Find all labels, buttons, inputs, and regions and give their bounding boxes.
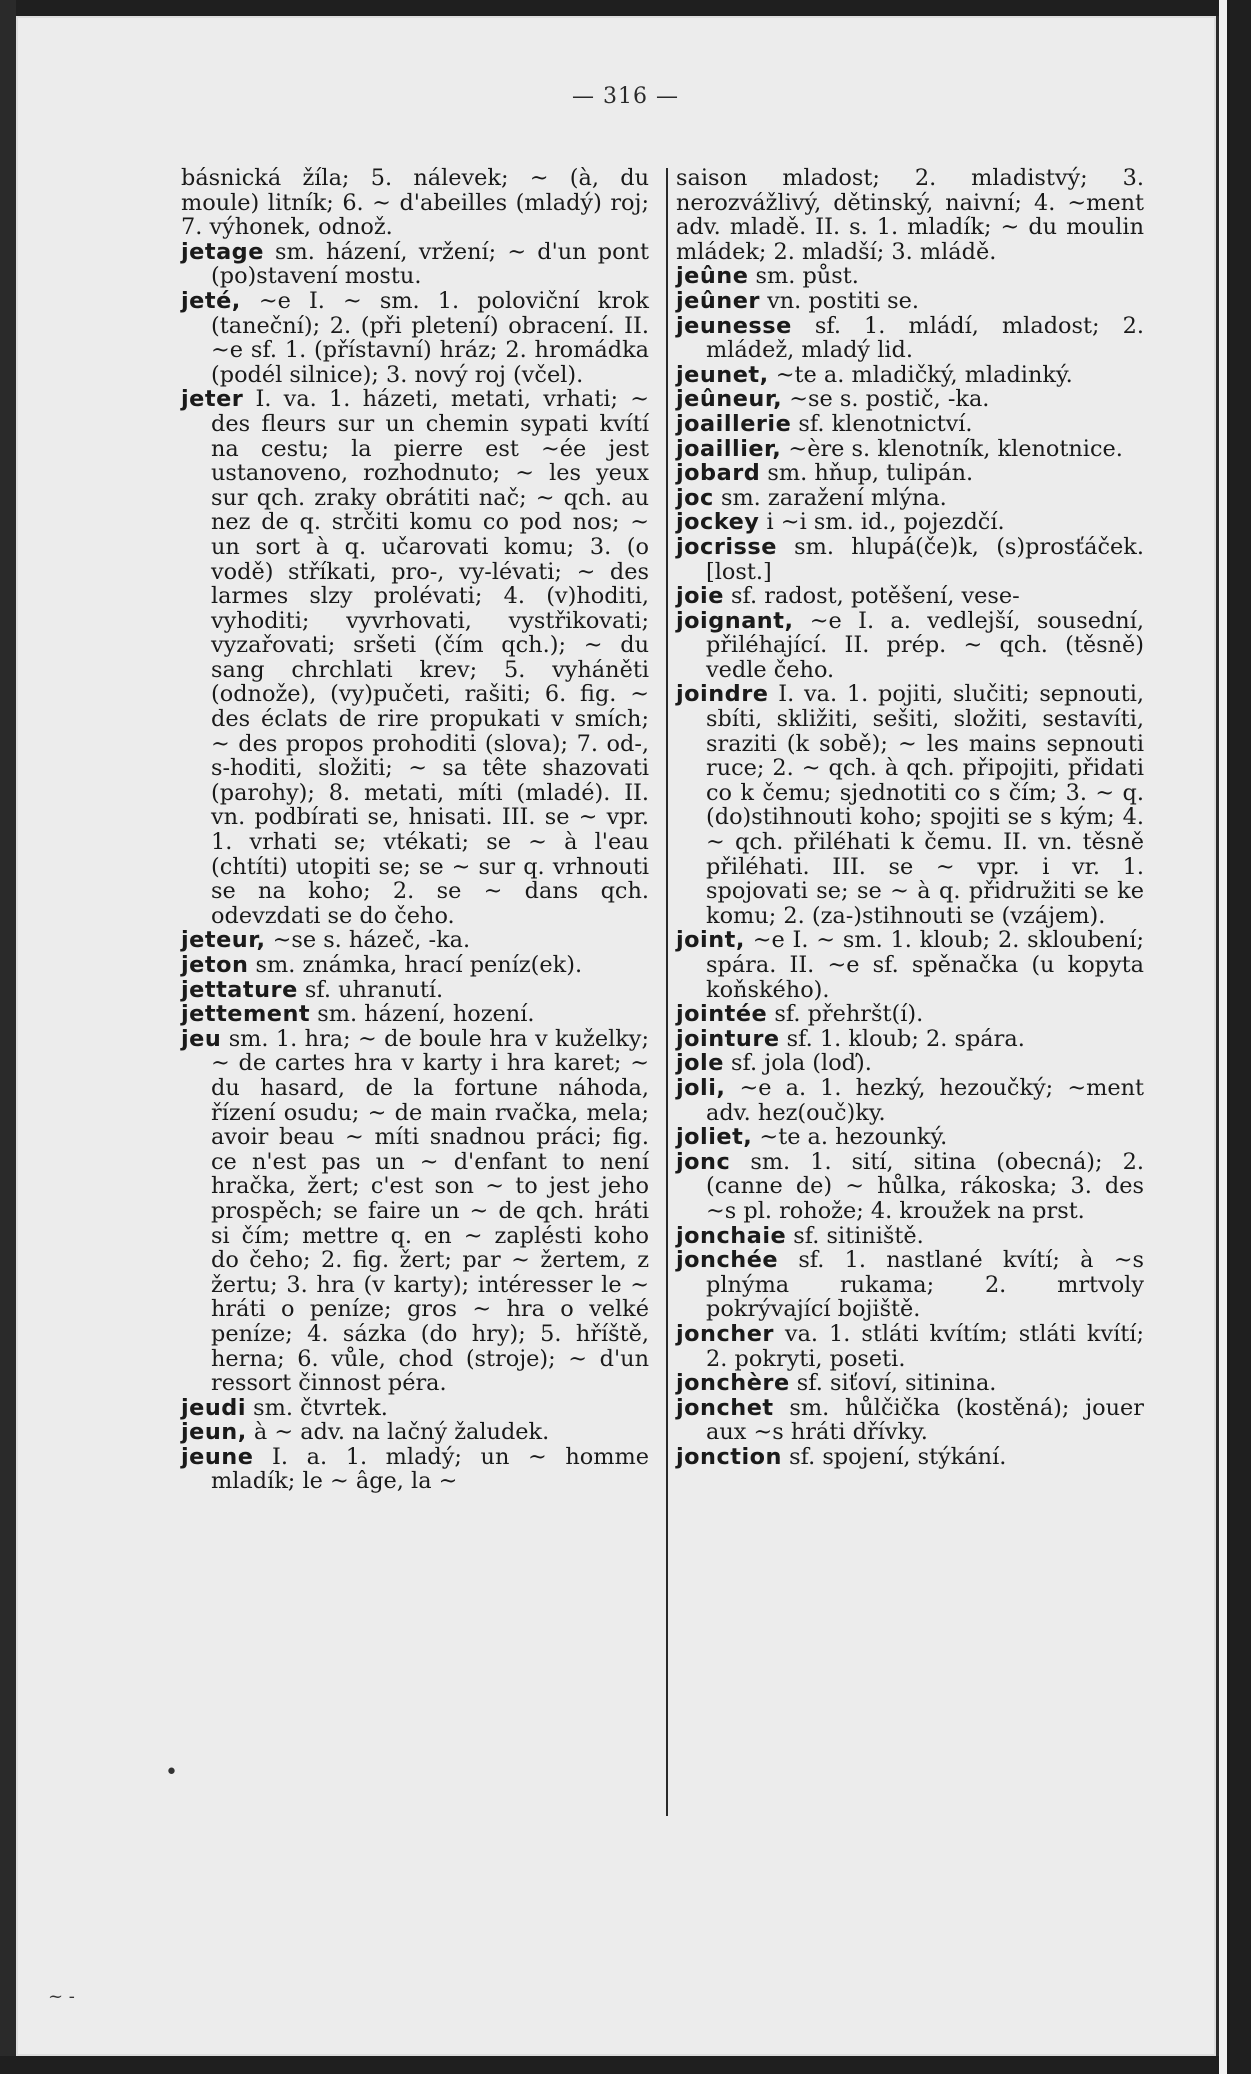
headword: jonc: [676, 1148, 731, 1175]
dictionary-entry: jonc sm. 1. sití, sitina (obecná); 2. (canne de) ~ hůlka, rákoska; 3. des ~s pl. rohože; 4. kroužek na prst.: [676, 1148, 1144, 1224]
dictionary-entry: jeté, ~e I. ~ sm. 1. poloviční krok (taneční); 2. (při pletení) obracení. II. ~e sf. 1. (přístavní) hráz; 2. hromádka (podél silnice); 3. nový roj (včel).: [181, 287, 649, 388]
dictionary-entry: jonchée sf. 1. nastlané kvítí; à ~s plnýma rukama; 2. mrtvoly pokrývající bojiště.: [676, 1247, 1144, 1323]
dictionary-entry: jobard sm. hňup, tulipán.: [676, 460, 974, 487]
headword: jeune: [181, 1443, 254, 1470]
margin-dot: •: [165, 1760, 178, 1785]
headword: jeton: [181, 952, 249, 978]
left-column: [181, 166, 649, 1494]
headword: jointée: [676, 1001, 768, 1028]
headword: jeudi: [181, 1394, 247, 1421]
headword: joaillerie: [676, 410, 792, 437]
dictionary-entry: jeter I. va. 1. házeti, metati, vrhati; ~ des fleurs sur un chemin sypati kvítí na cestu; la pierre est ~ée jest ustanoveno, rozhodnuto; ~ les yeux sur qch. zraky obrátiti nač; ~ qch. au nez de q. strčiti komu co pod nos; ~ un sort à q. učarovati komu; 3. (o vodě) stříkati, pro-, vy-lévati; ~ des larmes slzy prolévati; 4. (v)hoditi, vyhoditi; vyvrhovati, vystřikovati; vyzařovati; sršeti (čím qch.); ~ du sang chrchlati krev; 5. vyháněti (odnože), (vy)pučeti, rašiti; 6. fig. ~ des éclats de rire propukati v smích; ~ des propos prohoditi (slova); 7. od-, s-hoditi, složiti; ~ sa tête shazovati (parohy); 8. metati, míti (mladé). II. vn. podbírati se, hnisati. III. se ~ vpr. 1. vrhati se; vtékati; se ~ à l'eau (chtíti) utopiti se; se ~ sur q. vrhnouti se na koho; 2. se ~ dans qch. odevzdati se do čeho.: [181, 386, 649, 929]
dictionary-entry: jointée sf. přehršt(í).: [676, 1001, 924, 1028]
headword: jetage: [181, 238, 264, 265]
dictionary-entry: jeton sm. známka, hrací peníz(ek).: [181, 952, 583, 978]
headword: jeteur,: [181, 927, 266, 954]
headword: jeu: [181, 1025, 222, 1052]
headword: jonchaie: [676, 1222, 787, 1249]
headword: joc: [676, 484, 714, 511]
dictionary-entry: jonction sf. spojení, stýkání.: [676, 1443, 1007, 1470]
headword: jettature: [181, 976, 298, 1003]
headword: jeûneur,: [676, 386, 783, 413]
dictionary-entry: jonchet sm. hůlčička (kostěná); jouer aux ~s hráti dřívky.: [676, 1394, 1144, 1446]
scan-border-bottom: [0, 2056, 1251, 2074]
dictionary-entry: jeu sm. 1. hra; ~ de boule hra v kuželky; ~ de cartes hra v karty i hra karet; ~ du hasard, de la fortune náhoda, řízení osudu; ~ de main rvačka, mela; avoir beau ~ míti snadnou práci; fig. ce n'est pas un ~ d'enfant to není hračka, žert; c'est son ~ to jest jeho prospěch; se faire un ~ de qch. hráti si čím; mettre q. en ~ zaplésti koho do čeho; 2. fig. žert; par ~ žertem, z žertu; 3. hra (v karty); intéresser le ~ hráti o peníze; gros ~ hra o velké peníze; 4. sázka (do hry); 5. hříště, herna; 6. vůle, chod (stroje); ~ d'un ressort činnost péra.: [181, 1025, 649, 1397]
right-column: [676, 166, 1144, 1469]
dictionary-entry: joaillier, ~ère s. klenotník, klenotnice.: [676, 435, 1123, 462]
dictionary-entry: básnická žíla; 5. nálevek; ~ (à, du moule) litník; 6. ~ d'abeilles (mladý) roj; 7. výhonek, odnož.: [181, 165, 649, 241]
dictionary-entry: jeteur, ~se s. házeč, -ka.: [181, 927, 471, 954]
headword: jeunet,: [676, 361, 769, 388]
dictionary-entry: jeunet, ~te a. mladičký, mladinký.: [676, 361, 1073, 388]
dictionary-entry: jeunesse sf. 1. mládí, mladost; 2. mládež, mladý lid.: [676, 312, 1144, 364]
headword: joignant,: [676, 607, 794, 634]
dictionary-entry: joc sm. zaražení mlýna.: [676, 484, 947, 511]
headword: joie: [676, 583, 724, 610]
dictionary-entry: joint, ~e I. ~ sm. 1. kloub; 2. skloubení; spára. II. ~e sf. spěnačka (u kopyta koňského).: [676, 927, 1144, 1003]
headword: jocrisse: [676, 533, 777, 560]
headword: jeunesse: [676, 312, 792, 339]
dictionary-entry: jettature sf. uhranutí.: [181, 976, 444, 1003]
headword: jointure: [676, 1025, 780, 1052]
margin-scribble: ~ -: [48, 1986, 75, 2007]
headword: jeter: [181, 386, 244, 413]
dictionary-entry: jocrisse sm. hlupá(če)k, (s)prosťáček. [lost.]: [676, 533, 1144, 585]
headword: jeun,: [181, 1419, 247, 1446]
headword: joaillier,: [676, 435, 782, 462]
dictionary-entry: jockey i ~i sm. id., pojezdčí.: [676, 509, 1005, 536]
dictionary-entry: jeudi sm. čtvrtek.: [181, 1394, 388, 1421]
headword: jeté,: [181, 287, 241, 314]
dictionary-entry: jonchaie sf. sitiniště.: [676, 1222, 924, 1249]
headword: jonchet: [676, 1394, 774, 1421]
dictionary-entry: joignant, ~e I. a. vedlejší, sousední, přiléhající. II. prép. ~ qch. (těsně) vedle čeho.: [676, 607, 1144, 683]
dictionary-entry: jetage sm. házení, vržení; ~ d'un pont (po)stavení mostu.: [181, 238, 649, 290]
headword: jeûner: [676, 287, 760, 314]
dictionary-entry: jonchère sf. siťoví, sitinina.: [676, 1370, 997, 1397]
headword: joliet,: [676, 1124, 753, 1151]
headword: joli,: [676, 1074, 726, 1101]
headword: joncher: [676, 1320, 774, 1347]
column-divider: [666, 168, 668, 1816]
scan-border-left: [0, 0, 16, 2074]
headword: joint,: [676, 927, 745, 954]
headword: jonction: [676, 1443, 782, 1470]
dictionary-entry: jeûneur, ~se s. postič, -ka.: [676, 386, 990, 413]
dictionary-entry: jeûne sm. půst.: [676, 263, 859, 290]
dictionary-entry: joie sf. radost, potěšení, vese-: [676, 583, 1020, 610]
dictionary-entry: jeûner vn. postiti se.: [676, 287, 920, 314]
headword: jobard: [676, 460, 761, 487]
dictionary-entry: jeune I. a. 1. mladý; un ~ homme mladík; le ~ âge, la ~: [181, 1443, 649, 1495]
headword: jeûne: [676, 263, 749, 290]
dictionary-entry: joaillerie sf. klenotnictví.: [676, 410, 973, 437]
scan-border-right: [1219, 0, 1251, 2074]
dictionary-entry: jeun, à ~ adv. na lačný žaludek.: [181, 1419, 550, 1446]
headword: jole: [676, 1050, 724, 1077]
dictionary-entry: jettement sm. házení, hození.: [181, 1001, 535, 1028]
dictionary-entry: joliet, ~te a. hezounký.: [676, 1124, 948, 1151]
dictionary-entry: jointure sf. 1. kloub; 2. spára.: [676, 1025, 1025, 1052]
headword: jonchère: [676, 1370, 790, 1397]
headword: joindre: [676, 681, 769, 708]
dictionary-entry: saison mladost; 2. mladistvý; 3. nerozvážlivý, dětinský, naivní; 4. ~ment adv. mladě. II. s. 1. mladík; ~ du moulin mládek; 2. mladší; 3. mládě.: [676, 165, 1144, 265]
headword: jettement: [181, 1001, 311, 1028]
dictionary-entry: jole sf. jola (loď).: [676, 1050, 872, 1077]
headword: jonchée: [676, 1247, 779, 1274]
scan-border-top: [0, 0, 1251, 16]
headword: jockey: [676, 509, 760, 536]
dictionary-entry: joncher va. 1. stláti kvítím; stláti kvítí; 2. pokryti, poseti.: [676, 1320, 1144, 1372]
page-number: — 316 —: [572, 84, 679, 109]
dictionary-entry: joli, ~e a. 1. hezký, hezoučký; ~ment adv. hez(ouč)ky.: [676, 1074, 1144, 1126]
dictionary-entry: joindre I. va. 1. pojiti, slučiti; sepnouti, sbíti, skližiti, sešiti, složiti, sestavíti, sraziti (k sobě); ~ les mains sepnouti ruce; 2. ~ qch. à qch. připojiti, přidati co k čemu; sjednotiti co s čím; 3. ~ q. (do)stihnouti koho; spojiti se s kým; 4. ~ qch. přiléhati k čemu. II. vn. těsně přiléhati. III. se ~ vpr. i vr. 1. spojovati se; se ~ à q. přidružiti se ke komu; 2. (za-)stihnouti se (vzájem).: [676, 681, 1144, 929]
